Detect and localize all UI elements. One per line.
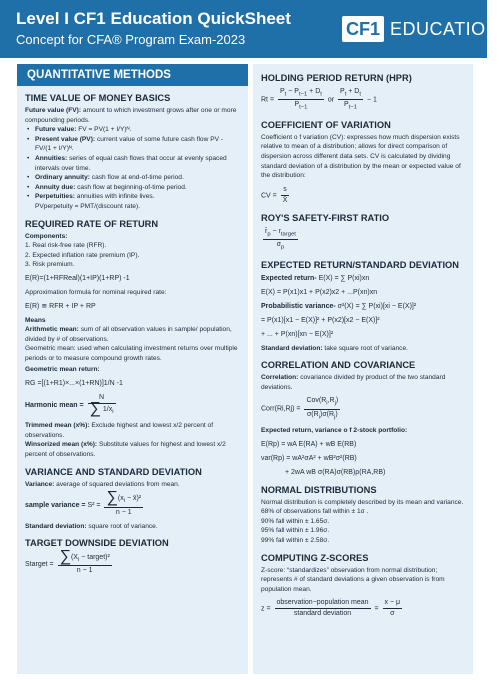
roy-formula: $\frac{r̄_p - r_{target}}{\sigma_p}$ bbox=[265, 227, 296, 251]
logo-mark: CF1 bbox=[342, 16, 384, 42]
z-text: Z-score: “standardizes” observation from normal distribution; represents # of standard deviations a given observation is from population mean. bbox=[261, 566, 445, 593]
roy-title: ROY'S SAFETY-FIRST RATIO bbox=[261, 212, 390, 223]
portfolio-variance-line2: + 2wA wB σ(RA)σ(RB)ρ(RA,RB) bbox=[285, 468, 386, 476]
normal-90: 90% fall within ± 1.65σ. bbox=[261, 517, 330, 525]
page-subtitle: Concept for CFA® Program Exam-2023 bbox=[16, 32, 246, 47]
portfolio-label: Expected return, variance o f 2-stock portfolio: bbox=[261, 427, 408, 435]
required-return-formula: E(R)=(1+RFReal)(1+IP)(1+RP) -1 bbox=[25, 274, 130, 282]
std-dev-text: Standard deviation: take square root of variance. bbox=[261, 344, 408, 352]
normal-95: 95% fall within ± 1.96σ. bbox=[261, 527, 330, 535]
page-title: Level I CF1 Education QuickSheet bbox=[16, 9, 291, 28]
cov-title: COEFFICIENT OF VARIATION bbox=[261, 119, 391, 130]
prob-variance-formula: Probabilistic variance- σ²(X) = ∑ P(xi)[xi − E(X)]² bbox=[261, 302, 417, 310]
list-item: • Annuities: series of equal cash flows that occur at evenly spaced intervals over time. bbox=[27, 154, 240, 173]
er-formula-expanded: E(X) = P(x1)x1 + P(x2)x2 + ...P(xn)xn bbox=[261, 288, 378, 296]
components-label: Components: bbox=[25, 232, 68, 240]
cf1-education-logo bbox=[342, 14, 499, 44]
cv-formula: CV = $\frac{s}{X̄}$ bbox=[261, 185, 288, 204]
approx-label: Approximation formula for nominal required rate: bbox=[25, 288, 167, 296]
tvm-title: TIME VALUE OF MONEY BASICS bbox=[25, 93, 171, 103]
harmonic-mean-formula: Harmonic mean = $\frac{N}{\sum 1/x_i}$ bbox=[25, 394, 114, 418]
logo-text: EDUCATION bbox=[390, 18, 499, 39]
arith-mean: Arithmetic mean: sum of all observation values in sample/ population, divided by # of observations. bbox=[25, 326, 232, 343]
z-title: COMPUTING Z-SCORES bbox=[261, 552, 369, 563]
expected-return-title: EXPECTED RETURN/STANDARD DEVIATION bbox=[261, 259, 459, 270]
tdd-title: TARGET DOWNSIDE DEVIATION bbox=[25, 538, 169, 549]
normal-title: NORMAL DISTRIBUTIONS bbox=[261, 484, 377, 495]
z-formula: z = $\frac{\text{observation−population mean}}{\text{standard deviation}}$ = $\frac{x - \mu}{\sigma}$ bbox=[261, 599, 401, 618]
rrr-title: REQUIRED RATE OF RETURN bbox=[25, 218, 159, 229]
right-column bbox=[253, 64, 473, 674]
fv-intro: Future value (FV): amount to which investment grows after one or more compounding periods. bbox=[25, 107, 237, 124]
normal-68: 68% of observations fall within ± 1σ . bbox=[261, 508, 369, 516]
corr-formula: Corr(Ri,Rj) = $\frac{Cov(R_i,R_j)}{\sigma(R_i)\sigma(R_j)}$ bbox=[261, 397, 339, 421]
variance-desc: Variance: average of squared deviations from mean. bbox=[25, 480, 180, 488]
sample-variance-formula: sample variance = S² = $\frac{\sum(x_i - x̄)^2}{n - 1}$ bbox=[25, 489, 142, 516]
std-dev-desc: Standard deviation: square root of variance. bbox=[25, 522, 158, 530]
list-item: • Ordinary annuity: cash flow at end-of-time period. bbox=[27, 173, 240, 183]
list-item: • Present value (PV): current value of some future cash flow PV - FV/(1 + I/Y)ᴺ. bbox=[27, 135, 240, 154]
component-3: 3. Risk premium. bbox=[25, 261, 75, 269]
geo-return-label: Geometric mean return: bbox=[25, 366, 100, 374]
variance-title: VARIANCE AND STANDARD DEVIATION bbox=[25, 466, 202, 477]
left-column bbox=[17, 64, 248, 674]
list-item: • Annuity due: cash flow at beginning-of-time period. bbox=[27, 183, 240, 193]
hpr-formula: Rt = $\frac{P_t - P_{t-1} + D_t}{P_{t-1}}$ or $\frac{P_t + D_t}{P_{t-1}}$ − 1 bbox=[261, 88, 377, 111]
component-2: 2. Expected inflation rate premium (IP). bbox=[25, 251, 140, 259]
component-1: 1. Real risk-free rate (RFR). bbox=[25, 242, 107, 250]
trimmed-mean: Trimmed mean (x%): Exclude highest and lowest x/2 percent of observations. bbox=[25, 422, 214, 439]
cov-text: Coefficient o f variation (CV): expresses how much dispersion exists relative to mean of a distribution; allows for direct comparison of dispersion across different data sets. CV is calculated by dividing standard deviation of a distribution by the mean or expected value of the distribution: bbox=[261, 133, 461, 180]
target-downside-formula: Starget = $\frac{\sum(X_i - target)^2}{n - 1}$ bbox=[25, 548, 110, 575]
list-item: • Perpetuities: annuities with infinite lives. bbox=[27, 192, 240, 202]
list-item: • Future value: FV = PV(1 + I/Y)ᴺ. bbox=[27, 125, 240, 135]
perpetuity-formula: PVperpetuity = PMT/(discount rate). bbox=[35, 202, 140, 210]
quant-banner: QUANTITATIVE METHODS bbox=[17, 64, 248, 86]
means-title: Means bbox=[25, 316, 46, 324]
header-bar bbox=[0, 0, 499, 58]
prob-variance-line3: + ... + P(xn)[xn − E(X)]² bbox=[261, 330, 334, 338]
portfolio-return-formula: E(Rp) = wA E(RA) + wB E(RB) bbox=[261, 440, 357, 448]
portfolio-variance-formula: var(Rp) = wA²σA² + wB²σ²(RB) bbox=[261, 454, 357, 462]
normal-text: Normal distribution is completely described by its mean and variance. bbox=[261, 498, 464, 506]
geo-mean: Geometric mean: used when calculating investment returns over multiple periods or to measure compound growth rates. bbox=[25, 345, 238, 362]
approx-formula: E(R) ≅ RFR + IP + RP bbox=[25, 302, 96, 310]
normal-99: 99% fall within ± 2.58σ. bbox=[261, 537, 330, 545]
er-formula: Expected return- E(X) = ∑ P(xi)xn bbox=[261, 274, 370, 282]
geo-return-formula: RG =[(1+R1)×...×(1+RN)]1/N -1 bbox=[25, 380, 123, 388]
prob-variance-line2: = P(x1)[x1 − E(X)]² + P(x2)[x2 − E(X)]² bbox=[261, 316, 380, 324]
hpr-title: HOLDING PERIOD RETURN (HPR) bbox=[261, 73, 412, 83]
corr-text: Correlation: covariance divided by product of the two standard deviations. bbox=[261, 374, 446, 391]
corr-title: CORRELATION AND COVARIANCE bbox=[261, 360, 416, 371]
winsorized-mean: Winsorized mean (x%): Substitute values for highest and lowest x/2 percent of observations. bbox=[25, 441, 226, 459]
